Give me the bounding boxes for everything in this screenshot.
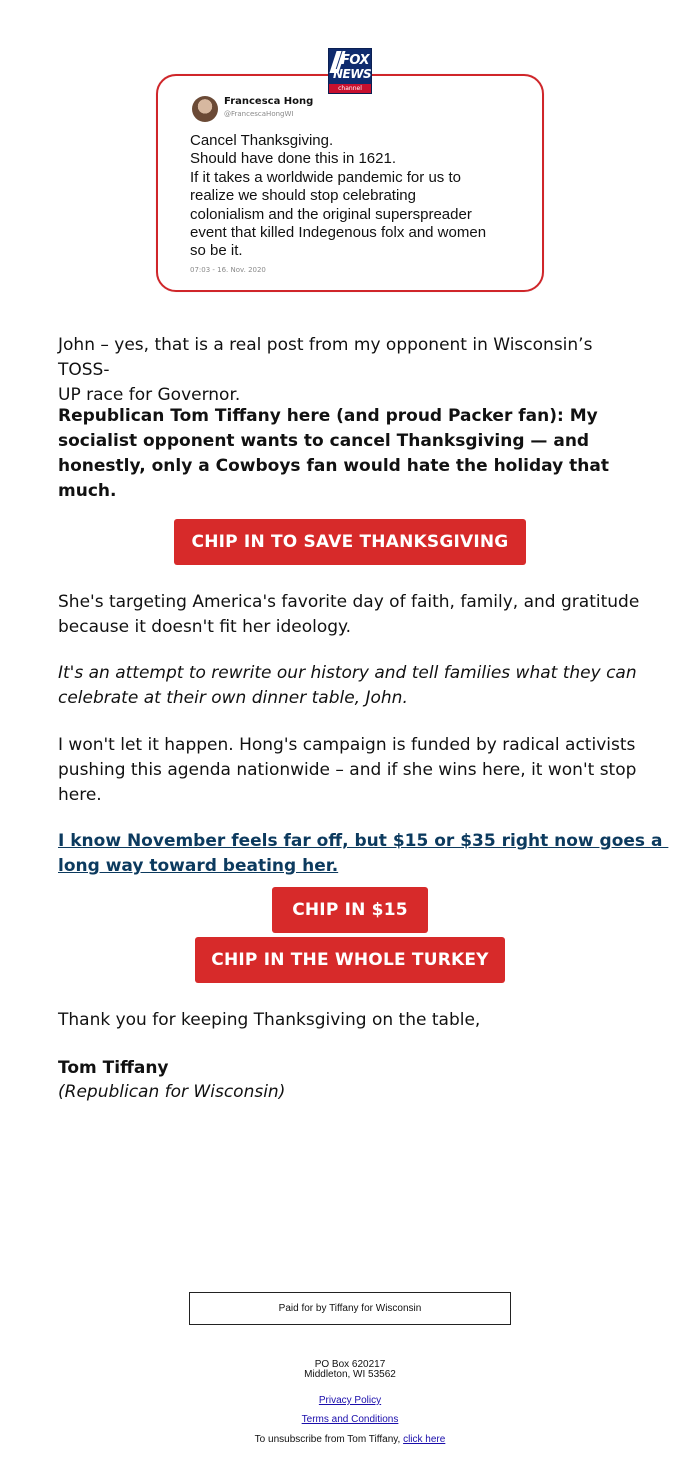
tweet-image bbox=[156, 48, 544, 292]
paragraph-line: here. bbox=[58, 785, 102, 805]
terms-conditions-link[interactable]: Terms and Conditions bbox=[301, 1414, 399, 1425]
privacy-policy-row bbox=[0, 1395, 700, 1406]
tweet-line: Cancel Thanksgiving. bbox=[190, 132, 334, 149]
donate-link-line[interactable]: long way toward beating her. bbox=[58, 856, 339, 876]
tweet-line: Should have done this in 1621. bbox=[190, 150, 396, 168]
bold-line: much. bbox=[58, 481, 117, 501]
tweet-line: realize we should stop celebrating bbox=[190, 187, 416, 205]
unsubscribe-link[interactable]: click here bbox=[403, 1434, 446, 1445]
logo-news-text: NEWS bbox=[333, 67, 372, 81]
tweet-author-handle: @FrancescaHongWI bbox=[224, 110, 294, 118]
italic-line: It's an attempt to rewrite our history and tell families what they can bbox=[58, 663, 637, 683]
closing-line: Thank you for keeping Thanksgiving on the table, bbox=[58, 1010, 481, 1030]
signature-title: (Republican for Wisconsin) bbox=[58, 1082, 286, 1102]
paid-for-text: Paid for by Tiffany for Wisconsin bbox=[278, 1303, 422, 1314]
intro-line: John – yes, that is a real post from my opponent in Wisconsin’s TOSS- bbox=[58, 335, 593, 380]
tweet-line: so be it. bbox=[190, 242, 243, 260]
signature-name: Tom Tiffany bbox=[58, 1058, 169, 1078]
paid-for-box bbox=[189, 1292, 511, 1325]
address-line: PO Box 620217 bbox=[314, 1359, 386, 1370]
tweet-author-name: Francesca Hong bbox=[224, 96, 314, 107]
logo-fox-text: FOX bbox=[341, 53, 369, 68]
privacy-policy-link[interactable]: Privacy Policy bbox=[318, 1395, 382, 1406]
donate-link[interactable] bbox=[58, 829, 669, 879]
tweet-line: colonialism and the original superspreader bbox=[190, 205, 472, 223]
paragraph-targeting bbox=[58, 590, 648, 640]
tweet-line: event that killed Indegenous folx and women bbox=[190, 224, 487, 242]
paragraph-wont-let bbox=[58, 733, 648, 808]
intro-paragraph bbox=[58, 333, 648, 408]
chip-in-15-button[interactable]: CHIP IN $15 bbox=[272, 887, 428, 933]
unsubscribe-text: To unsubscribe from Tom Tiffany, bbox=[254, 1434, 404, 1445]
paragraph-line: I won't let it happen. Hong's campaign is funded by radical activists bbox=[58, 735, 636, 755]
paragraph-line: pushing this agenda nationwide – and if she wins here, it won't stop bbox=[58, 760, 637, 780]
avatar bbox=[192, 96, 218, 122]
bold-paragraph bbox=[58, 404, 648, 504]
terms-row bbox=[0, 1414, 700, 1425]
tweet-timestamp: 07:03 - 16. Nov. 2020 bbox=[190, 266, 266, 274]
italic-paragraph bbox=[58, 661, 648, 711]
bold-line: Republican Tom Tiffany here (and proud Packer fan): My bbox=[58, 406, 598, 426]
paragraph-line: because it doesn't fit her ideology. bbox=[58, 617, 352, 637]
tweet-card bbox=[156, 74, 544, 292]
address-line: Middleton, WI 53562 bbox=[304, 1369, 396, 1380]
chip-in-save-thanksgiving-button[interactable]: CHIP IN TO SAVE THANKSGIVING bbox=[174, 519, 526, 565]
bold-line: honestly, only a Cowboys fan would hate the holiday that bbox=[58, 456, 609, 476]
tweet-line: If it takes a worldwide pandemic for us to bbox=[190, 168, 461, 186]
donate-link-line[interactable]: I know November feels far off, but $15 or $35 right now goes a bbox=[58, 831, 669, 851]
italic-line: celebrate at their own dinner table, John. bbox=[58, 688, 408, 708]
paragraph-line: She's targeting America's favorite day of faith, family, and gratitude bbox=[58, 592, 640, 612]
chip-in-whole-turkey-button[interactable]: CHIP IN THE WHOLE TURKEY bbox=[195, 937, 505, 983]
intro-line: UP race for Governor. bbox=[58, 385, 241, 405]
logo-channel-text: channel bbox=[329, 84, 371, 93]
tweet-text bbox=[190, 132, 530, 261]
unsubscribe-row bbox=[0, 1434, 700, 1445]
bold-line: socialist opponent wants to cancel Thanksgiving — and bbox=[58, 431, 590, 451]
fox-news-logo bbox=[328, 48, 372, 94]
